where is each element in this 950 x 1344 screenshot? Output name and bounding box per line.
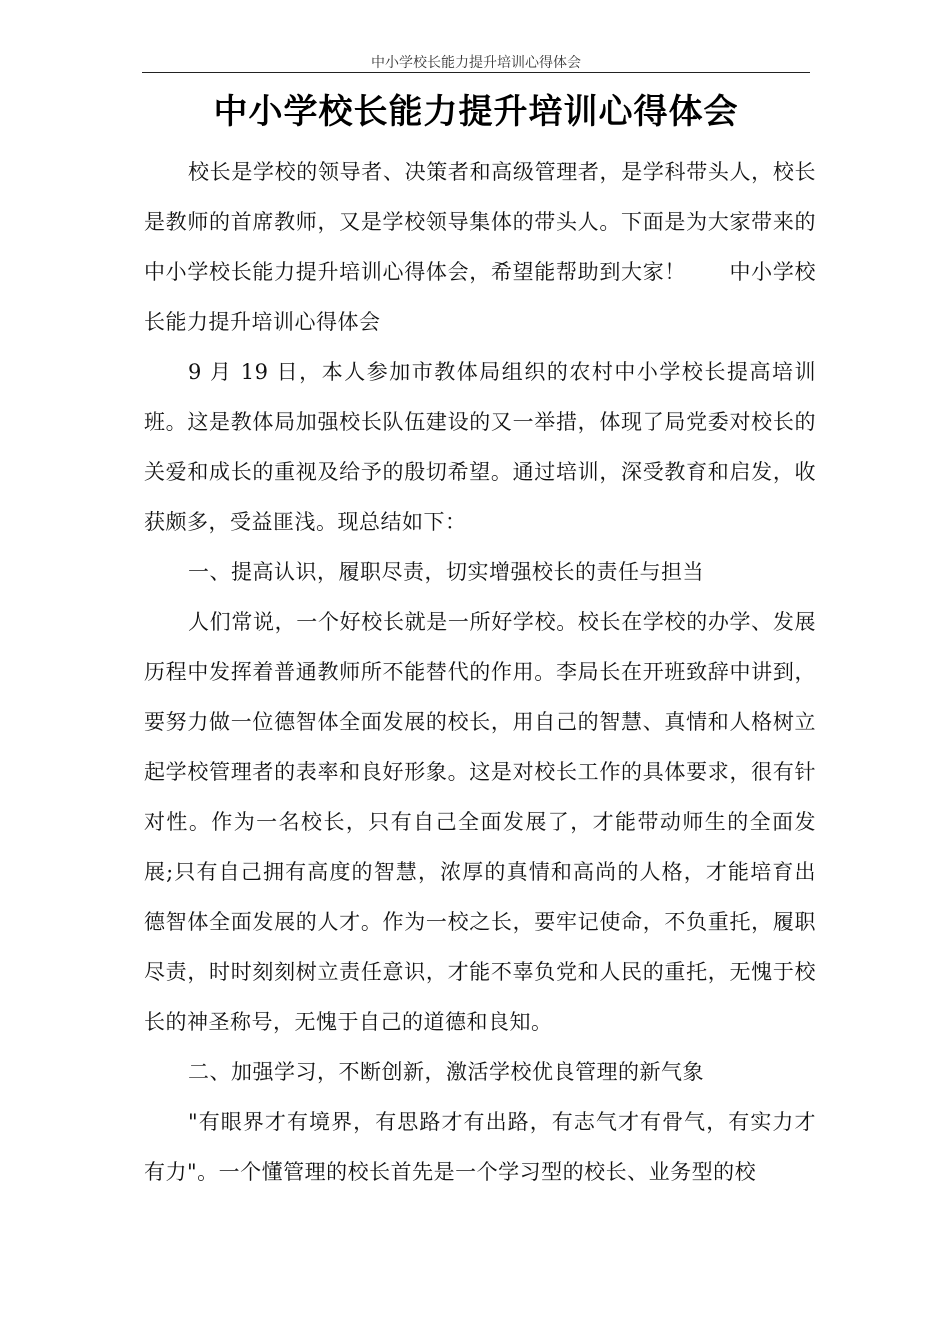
document-body	[144, 147, 816, 1197]
section-heading-two: 二、加强学习，不断创新，激活学校优良管理的新气象	[188, 1060, 704, 1084]
paragraph-responsibility: 人们常说，一个好校长就是一所好学校。校长在学校的办学、发展历程中发挥着普通教师所不能替代的作用。李局长在开班致辞中讲到，要努力做一位德智体全面发展的校长，用自己的智慧、真情和人格树立起学校管理者的表率和良好形象。这是对校长工作的具体要求，很有针对性。作为一名校长，只有自己全面发展了，才能带动师生的全面发展;只有自己拥有高度的智慧，浓厚的真情和高尚的人格，才能培育出德智体全面发展的人才。作为一校之长，要牢记使命，不负重托，履职尽责，时时刻刻树立责任意识，才能不辜负党和人民的重托，无愧于校长的神圣称号，无愧于自己的道德和良知。	[144, 610, 816, 1034]
paragraph-training: 9 月 19 日，本人参加市教体局组织的农村中小学校长提高培训班。这是教体局加强校长队伍建设的又一举措，体现了局党委对校长的关爱和成长的重视及给予的殷切希望。通过培训，深受教育和启发，收获颇多，受益匪浅。现总结如下：	[144, 360, 816, 534]
paragraph-intro: 校长是学校的领导者、决策者和高级管理者，是学科带头人，校长是教师的首席教师，又是学校领导集体的带头人。下面是为大家带来的中小学校长能力提升培训心得体会，希望能帮助到大家！ 中小学校长能力提升培训心得体会	[144, 160, 816, 334]
header-rule	[142, 72, 810, 73]
document-title: 中小学校长能力提升培训心得体会	[213, 92, 739, 132]
section-heading-one: 一、提高认识，履职尽责，切实增强校长的责任与担当	[188, 560, 704, 584]
paragraph-learning: "有眼界才有境界，有思路才有出路，有志气才有骨气，有实力才有力"。一个懂管理的校长首先是一个学习型的校长、业务型的校	[144, 1110, 816, 1184]
running-header: 中小学校长能力提升培训心得体会	[371, 55, 581, 71]
